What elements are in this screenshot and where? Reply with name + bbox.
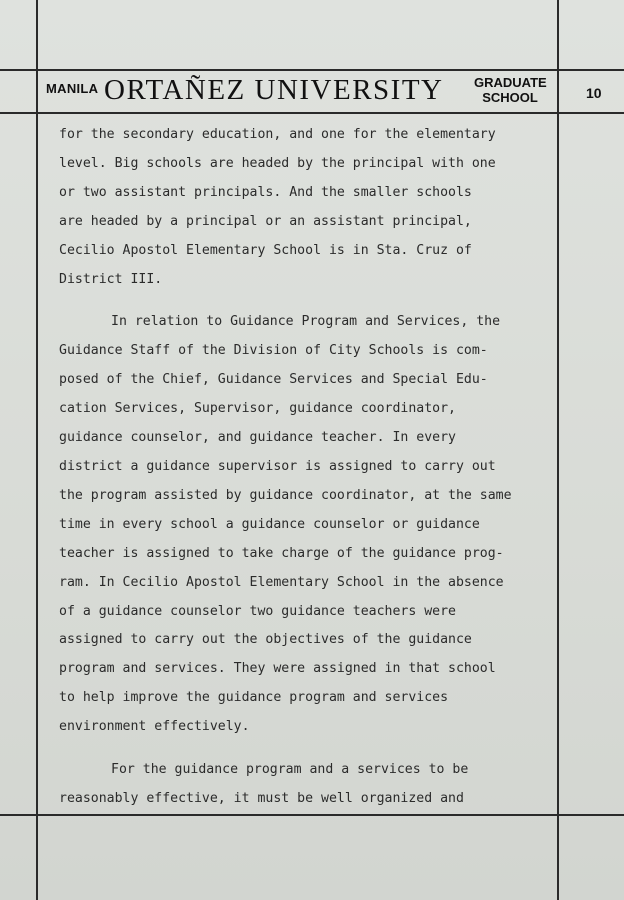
text-line: In relation to Guidance Program and Services, the	[111, 314, 501, 330]
text-line: District III.	[59, 271, 163, 287]
text-line: guidance counselor, and guidance teacher. In every	[59, 430, 456, 446]
university-name: ORTAÑEZ UNIVERSITY	[104, 74, 444, 106]
location-label: MANILA	[46, 81, 99, 96]
school-label-line1: GRADUATE	[474, 75, 547, 90]
paragraph	[59, 121, 555, 294]
text-line: Cecilio Apostol Elementary School is in Sta. Cruz of	[59, 242, 472, 258]
header-bottom-rule	[0, 112, 624, 114]
left-margin-rule	[36, 0, 38, 900]
text-line: Guidance Staff of the Division of City Schools is com-	[59, 343, 488, 359]
text-line: reasonably effective, it must be well organized and	[59, 790, 464, 806]
text-line: For the guidance program and a services to be	[111, 762, 469, 778]
text-line: program and services. They were assigned in that school	[59, 661, 496, 677]
text-line: of a guidance counselor two guidance teachers were	[59, 603, 456, 619]
school-label	[474, 75, 546, 105]
footer-rule	[0, 814, 624, 816]
paragraph	[59, 308, 555, 742]
text-line: ram. In Cecilio Apostol Elementary School in the absence	[59, 574, 504, 590]
text-line: the program assisted by guidance coordinator, at the same	[59, 487, 512, 503]
right-margin-rule	[557, 0, 559, 900]
text-line: cation Services, Supervisor, guidance coordinator,	[59, 401, 456, 417]
text-line: are headed by a principal or an assistant principal,	[59, 213, 472, 229]
text-line: teacher is assigned to take charge of the guidance prog-	[59, 545, 504, 561]
school-label-line2: SCHOOL	[482, 90, 538, 105]
letterhead	[38, 71, 557, 112]
paragraph	[59, 756, 555, 814]
body-text	[59, 121, 555, 814]
text-line: or two assistant principals. And the smaller schools	[59, 184, 472, 200]
text-line: district a guidance supervisor is assigned to carry out	[59, 458, 496, 474]
page-number: 10	[586, 85, 602, 101]
text-line: level. Big schools are headed by the principal with one	[59, 155, 496, 171]
text-line: posed of the Chief, Guidance Services and Special Edu-	[59, 372, 488, 388]
text-line: time in every school a guidance counselor or guidance	[59, 516, 480, 532]
text-line: environment effectively.	[59, 719, 250, 735]
text-line: assigned to carry out the objectives of the guidance	[59, 632, 472, 648]
text-line: for the secondary education, and one for the elementary	[59, 127, 496, 142]
text-line: to help improve the guidance program and services	[59, 690, 449, 706]
